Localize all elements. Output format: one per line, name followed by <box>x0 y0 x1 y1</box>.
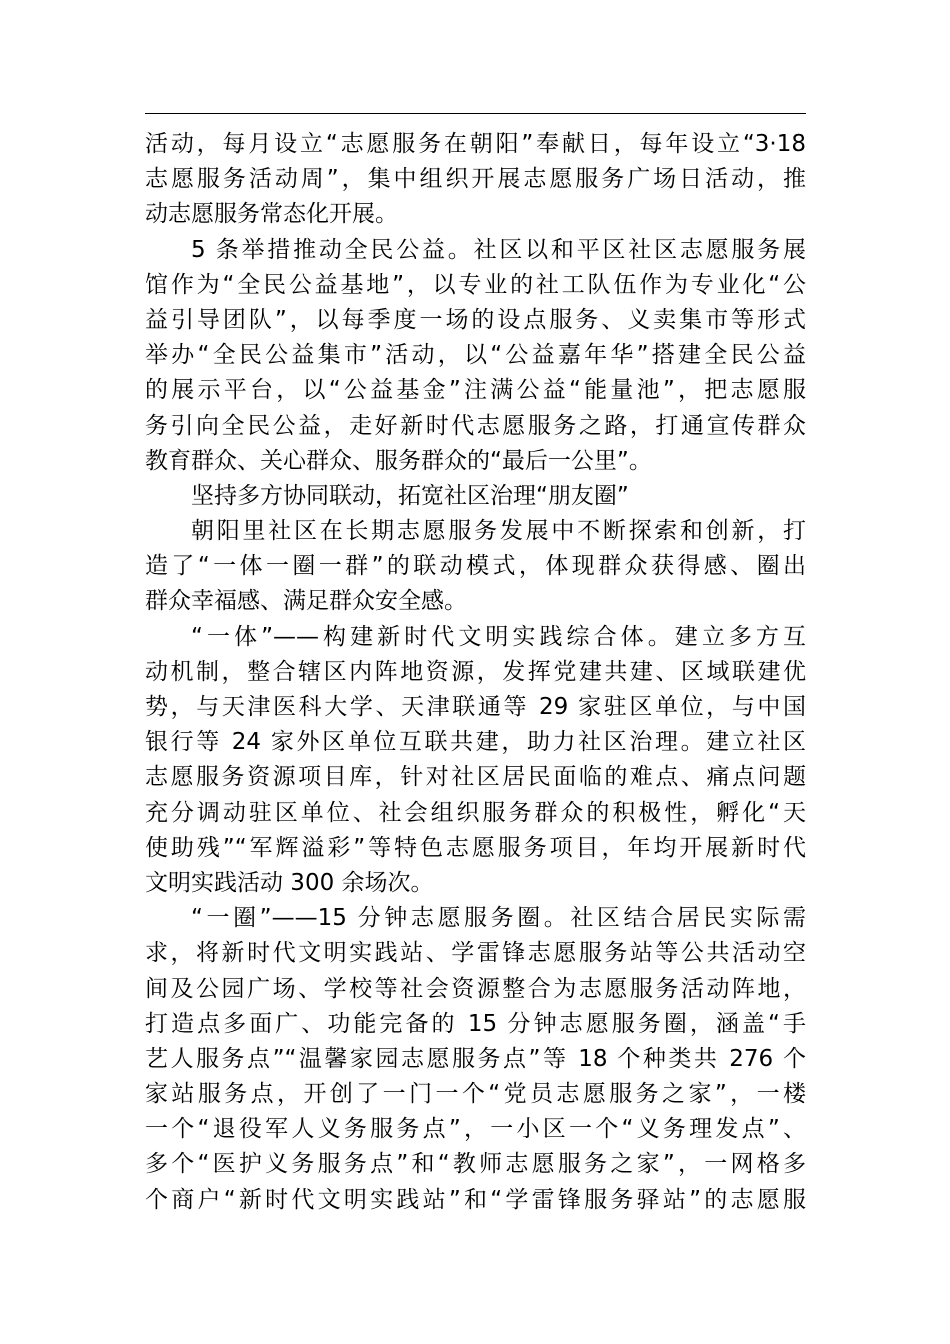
header-rule <box>145 113 806 114</box>
text-line: 益引导团队”，以每季度一场的设点服务、义卖集市等形式 <box>145 306 806 333</box>
text-line: 动志愿服务常态化开展。 <box>145 201 398 228</box>
text-line: “一体”——构建新时代文明实践综合体。建立多方互 <box>191 623 806 650</box>
text-line: 家站服务点，开创了一门一个“党员志愿服务之家”，一楼 <box>145 1081 806 1108</box>
text-line: 志愿服务资源项目库，针对社区居民面临的难点、痛点问题 <box>145 764 806 791</box>
text-line: 使助残”“军辉溢彩”等特色志愿服务项目，年均开展新时代 <box>145 834 806 861</box>
text-line: 举办“全民公益集市”活动，以“公益嘉年华”搭建全民公益 <box>145 342 806 369</box>
text-line: 势，与天津医科大学、天津联通等 29 家驻区单位，与中国 <box>145 694 806 720</box>
text-line: 造了“一体一圈一群”的联动模式，体现群众获得感、圈出 <box>145 553 806 580</box>
text-line: 5 条举措推动全民公益。社区以和平区社区志愿服务展 <box>191 236 806 263</box>
text-line: 多个“医护义务服务点”和“教师志愿服务之家”，一网格多 <box>145 1151 806 1178</box>
text-line: 志愿服务活动周”，集中组织开展志愿服务广场日活动，推 <box>145 166 806 193</box>
text-line: 务引向全民公益，走好新时代志愿服务之路，打通宣传群众 <box>145 412 806 439</box>
text-line: 求，将新时代文明实践站、学雷锋志愿服务站等公共活动空 <box>145 940 806 967</box>
text-line: 充分调动驻区单位、社会组织服务群众的积极性，孵化“天 <box>145 799 806 826</box>
text-line: 教育群众、关心群众、服务群众的“最后一公里”。 <box>145 447 652 474</box>
text-line: 坚持多方协同联动，拓宽社区治理“朋友圈” <box>191 482 629 509</box>
text-line: 一个“退役军人义务服务点”，一小区一个“义务理发点”、 <box>145 1116 806 1143</box>
text-line: 的展示平台，以“公益基金”注满公益“能量池”，把志愿服 <box>145 377 806 404</box>
body-text <box>145 127 806 1218</box>
text-line: 个商户“新时代文明实践站”和“学雷锋服务驿站”的志愿服 <box>145 1186 806 1213</box>
text-line: 艺人服务点”“温馨家园志愿服务点”等 18 个种类共 276 个 <box>145 1045 806 1072</box>
text-line: 活动，每月设立“志愿服务在朝阳”奉献日，每年设立“3·18 <box>145 131 806 157</box>
text-line: 文明实践活动 300 余场次。 <box>145 869 434 896</box>
text-line: 群众幸福感、满足群众安全感。 <box>145 588 467 615</box>
text-line: 银行等 24 家外区单位互联共建，助力社区治理。建立社区 <box>145 729 806 756</box>
text-line: 朝阳里社区在长期志愿服务发展中不断探索和创新，打 <box>191 518 806 545</box>
text-line: 动机制，整合辖区内阵地资源，发挥党建共建、区域联建优 <box>145 658 806 685</box>
text-line: 打造点多面广、功能完备的 15 分钟志愿服务圈，涵盖“手 <box>145 1010 806 1037</box>
text-line: 间及公园广场、学校等社会资源整合为志愿服务活动阵地， <box>145 975 806 1002</box>
text-line: 馆作为“全民公益基地”，以专业的社工队伍作为专业化“公 <box>145 271 806 298</box>
text-line: “一圈”——15 分钟志愿服务圈。社区结合居民实际需 <box>191 905 806 932</box>
